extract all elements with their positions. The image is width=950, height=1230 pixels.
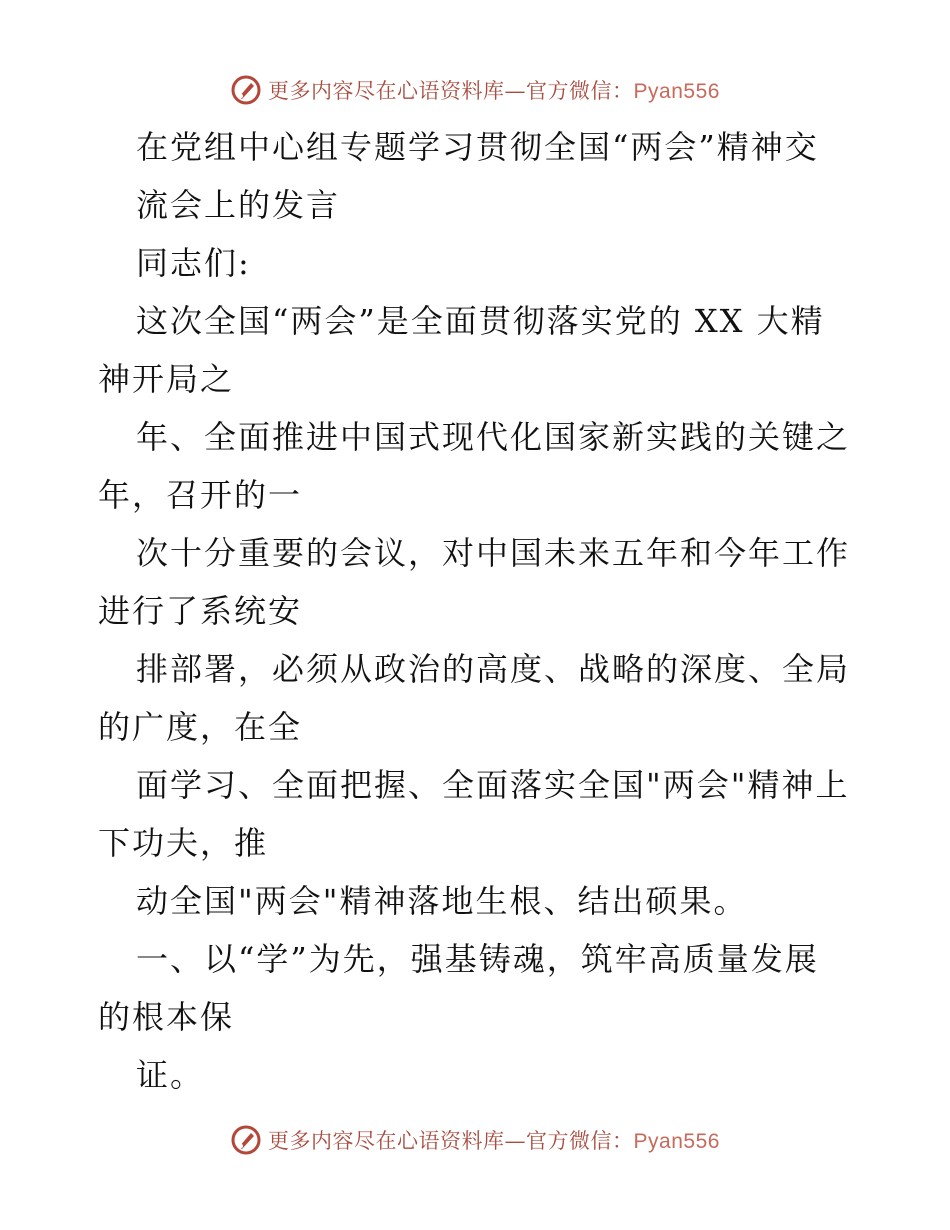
document-line: 在党组中心组专题学习贯彻全国“两会”精神交 [136,128,819,166]
document-line: 动全国"两会"精神落地生根、结出硕果。 [136,882,748,920]
document-line: 年、全面推进中国式现代化国家新实践的关键之 [136,418,851,456]
footer-banner [0,1120,950,1160]
document-line: 一、以“学”为先，强基铸魂，筑牢高质量发展 [136,940,819,978]
header-banner [0,70,950,110]
document-line: 的广度，在全 [98,708,303,746]
document-line: 流会上的发言 [136,186,341,224]
document-body [98,118,858,1104]
banner-text: 更多内容尽在心语资料库—官方微信：Pyan556 [268,1129,720,1153]
banner-wechat-id: Pyan556 [633,1130,720,1153]
document-line: 证。 [136,1056,205,1094]
document-line: 的根本保 [98,998,235,1036]
pen-circle-logo-icon [230,74,262,106]
document-line: 这次全国“两会”是全面贯彻落实党的 XX 大精 [136,302,825,340]
pen-circle-logo-icon [230,1124,262,1156]
document-line: 同志们: [136,244,251,282]
document-line: 神开局之 [98,360,235,398]
document-line: 年，召开的一 [98,476,303,514]
document-line: 下功夫，推 [98,824,269,862]
document-line: 次十分重要的会议，对中国未来五年和今年工作 [136,534,851,572]
document-line: 面学习、全面把握、全面落实全国"两会"精神上 [136,766,850,804]
banner-wechat-id: Pyan556 [633,80,720,103]
document-line: 排部署，必须从政治的高度、战略的深度、全局 [136,650,851,688]
document-line: 进行了系统安 [98,592,303,630]
banner-text: 更多内容尽在心语资料库—官方微信：Pyan556 [268,79,720,103]
